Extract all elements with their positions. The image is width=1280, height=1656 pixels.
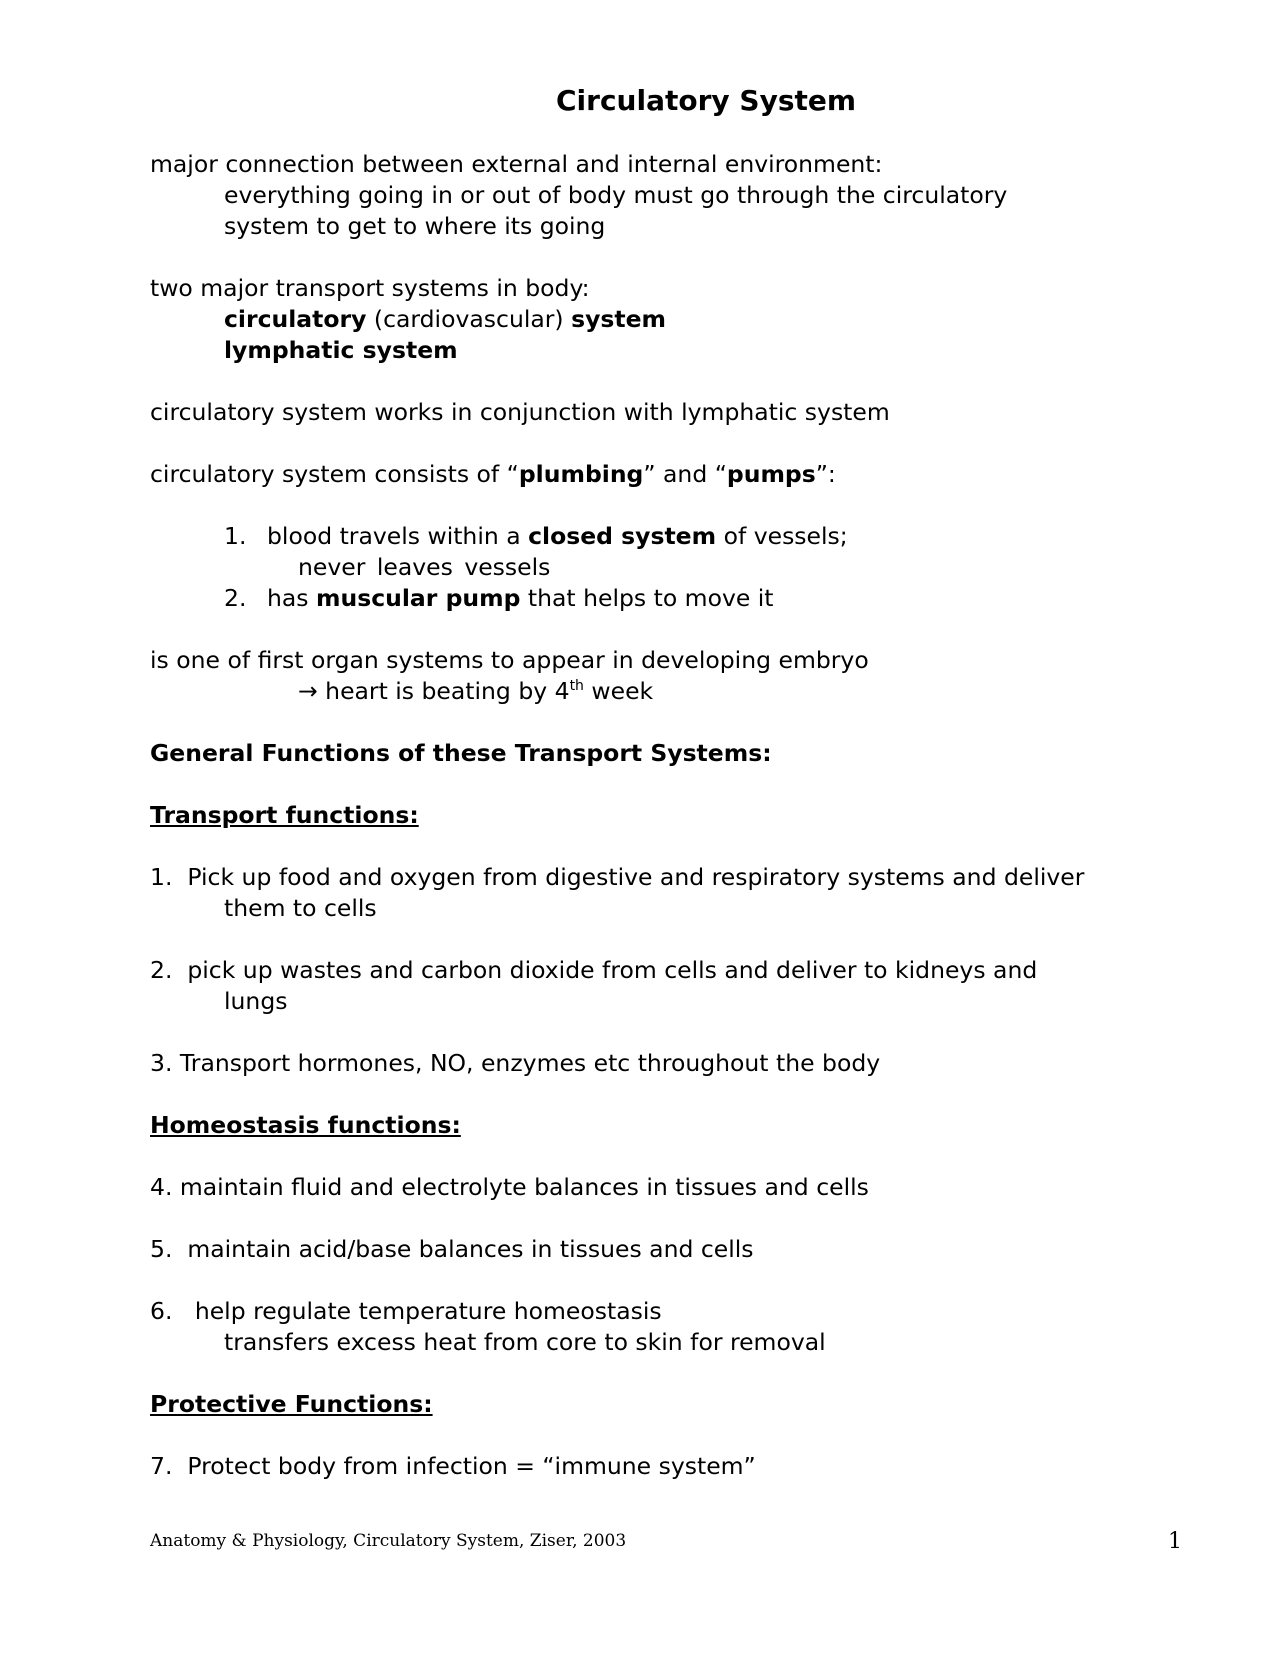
arrow-icon: → — [298, 677, 318, 705]
system-bold: system — [571, 305, 667, 333]
intro-line-2: everything going in or out of body must go through the circulatory — [224, 181, 1008, 209]
transport-systems-heading: two major transport systems in body: — [150, 274, 590, 302]
intro-line-3: system to get to where its going — [224, 212, 606, 240]
closed-system-bold: closed system — [528, 522, 717, 550]
embryo-line-2-pre: heart is beating by 4 — [317, 677, 570, 705]
page-title: Circulatory System — [556, 84, 857, 117]
list-a-number-2: 2. — [224, 584, 247, 612]
homeostasis-functions-heading: Homeostasis functions: — [150, 1111, 461, 1139]
function-2-line-2: lungs — [224, 987, 288, 1015]
transport-system-item-1 — [224, 307, 666, 333]
embryo-line-2-post: week — [583, 677, 654, 705]
consists-post: ”: — [815, 460, 836, 488]
conjunction-line: circulatory system works in conjunction with lymphatic system — [150, 398, 890, 426]
list-a-number-1: 1. — [224, 522, 247, 550]
list-a-item-2 — [267, 586, 774, 612]
circulatory-bold: circulatory — [224, 305, 367, 333]
general-functions-heading — [150, 741, 772, 767]
general-functions-heading-text: General Functions of these Transport Systems: — [150, 739, 772, 767]
muscular-pump-bold: muscular pump — [316, 584, 521, 612]
protective-functions-heading: Protective Functions: — [150, 1390, 433, 1418]
embryo-line-1: is one of first organ systems to appear in developing embryo — [150, 646, 869, 674]
function-1-line-1: 1. Pick up food and oxygen from digestive and respiratory systems and deliver — [150, 863, 1085, 891]
pump-post: that helps to move it — [520, 584, 774, 612]
function-3: 3. Transport hormones, NO, enzymes etc throughout the body — [150, 1049, 881, 1077]
function-6-line-1: 6. help regulate temperature homeostasis — [150, 1297, 662, 1325]
closed-post: of vessels; — [716, 522, 848, 550]
function-7: 7. Protect body from infection = “immune system” — [150, 1452, 756, 1480]
cardiovascular-paren: (cardiovascular) — [366, 305, 572, 333]
lymphatic-bold: lymphatic system — [224, 336, 458, 364]
list-a-item-1-cont: never leaves vessels — [298, 553, 551, 581]
page-number: 1 — [1168, 1529, 1182, 1554]
function-2-line-1: 2. pick up wastes and carbon dioxide from cells and deliver to kidneys and — [150, 956, 1038, 984]
function-6-line-2: transfers excess heat from core to skin for removal — [224, 1328, 826, 1356]
embryo-line-2 — [298, 679, 653, 705]
consists-pre: circulatory system consists of “ — [150, 460, 519, 488]
ordinal-suffix: th — [569, 678, 584, 694]
intro-line-1: major connection between external and internal environment: — [150, 150, 883, 178]
consists-mid: ” and “ — [643, 460, 727, 488]
footer-text: Anatomy & Physiology, Circulatory System, Ziser, 2003 — [150, 1531, 627, 1551]
plumbing-bold: plumbing — [518, 460, 644, 488]
closed-pre: blood travels within a — [267, 522, 529, 550]
list-a-item-1 — [267, 524, 848, 550]
function-1-line-2: them to cells — [224, 894, 377, 922]
transport-functions-heading: Transport functions: — [150, 801, 419, 829]
function-4: 4. maintain fluid and electrolyte balances in tissues and cells — [150, 1173, 869, 1201]
transport-system-item-2 — [224, 338, 458, 364]
consists-line — [150, 462, 836, 488]
pump-pre: has — [267, 584, 317, 612]
pumps-bold: pumps — [726, 460, 816, 488]
function-5: 5. maintain acid/base balances in tissues and cells — [150, 1235, 754, 1263]
